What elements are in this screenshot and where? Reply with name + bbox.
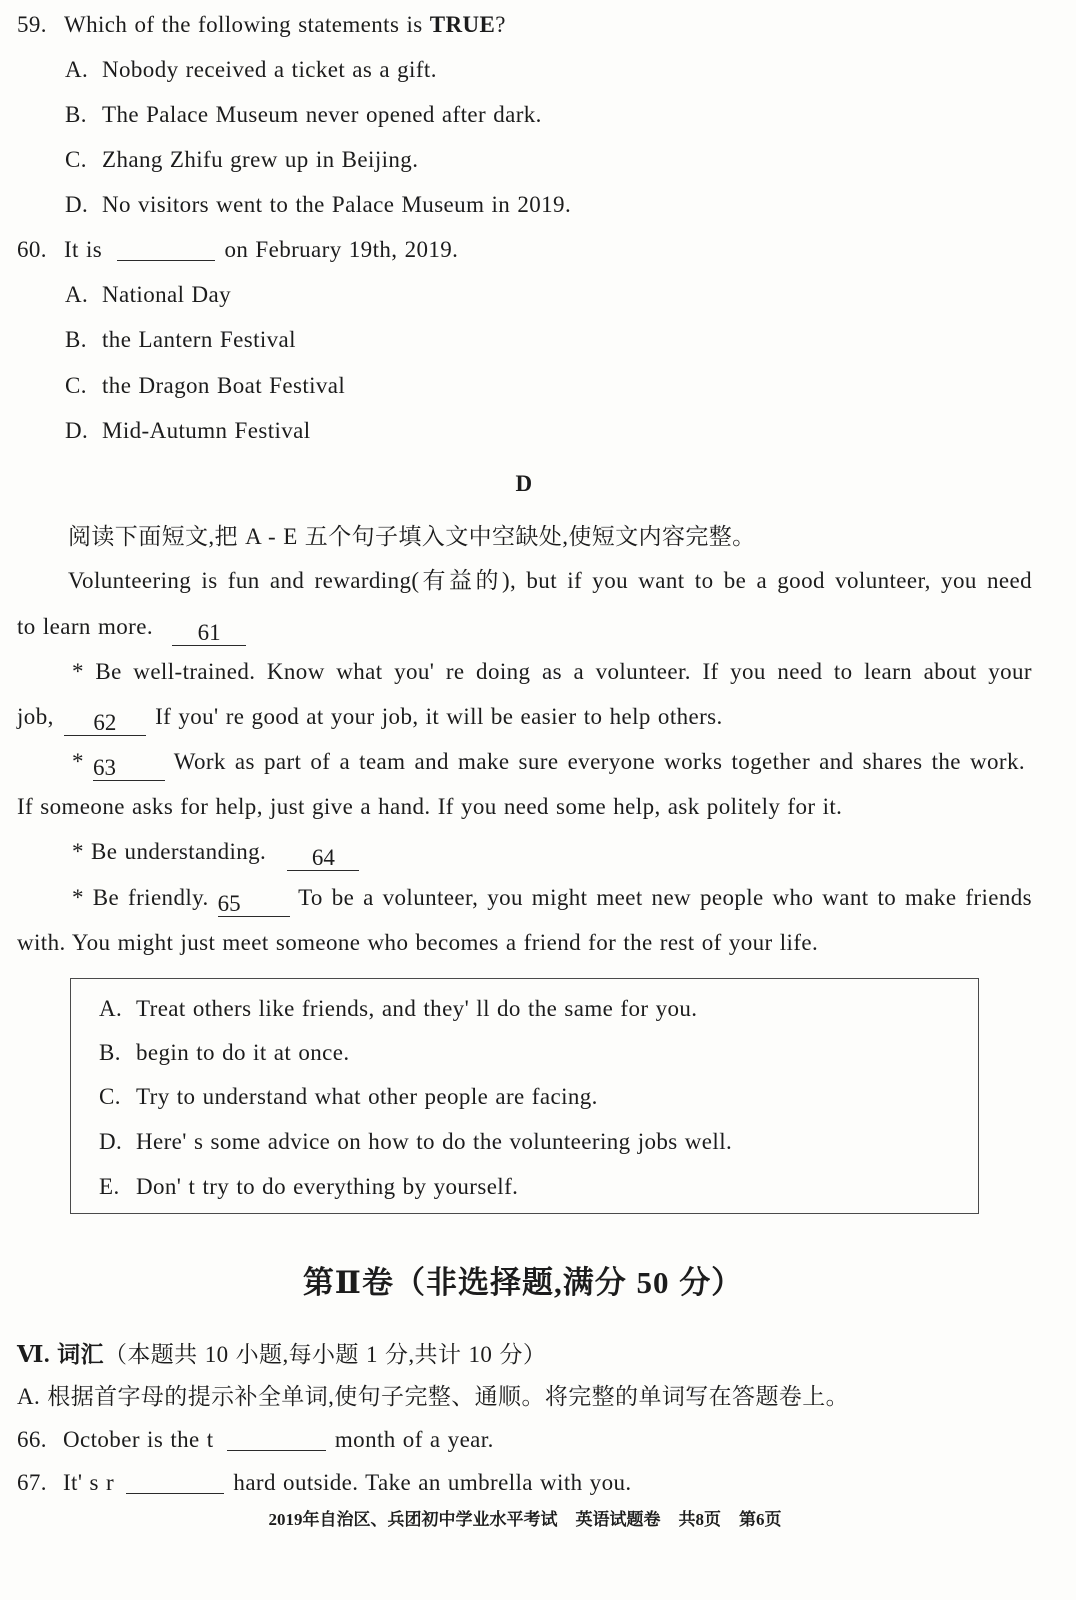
passage-text: If you' re good at your job, it will be easier to help others.	[155, 704, 723, 729]
passage-text: * Be friendly.	[72, 885, 209, 910]
option-text: the Lantern Festival	[102, 327, 296, 352]
passage-text: job,	[17, 704, 54, 729]
option-text: No visitors went to the Palace Museum in 2019.	[102, 192, 572, 217]
blank-62: 62	[64, 711, 146, 736]
question-number: 67.	[17, 1470, 47, 1495]
passage-text: to learn more.	[17, 614, 153, 639]
question-number: 59.	[17, 12, 47, 37]
section-note: （本题共 10 小题,每小题 1 分,共计 10 分）	[103, 1342, 547, 1367]
option-label: B.	[65, 327, 87, 352]
question-stem: Which of the following statements is	[64, 12, 423, 37]
option-label: A.	[65, 282, 89, 307]
passage-line	[68, 566, 1032, 596]
passage-line	[72, 747, 1025, 780]
choice-text: Here' s some advice on how to do the volunteering jobs well.	[136, 1129, 733, 1154]
option-label: D.	[65, 418, 89, 443]
question-67	[17, 1468, 632, 1498]
choices-box	[70, 978, 979, 1214]
option-label: B.	[65, 102, 87, 127]
question-stem-after: on February 19th, 2019.	[224, 237, 459, 262]
section-instruction: A. 根据首字母的提示补全单词,使句子完整、通顺。将完整的单词写在答题卷上。	[17, 1384, 850, 1409]
question-stem-before: It is	[64, 237, 103, 262]
footer-paper-name: 英语试题卷	[575, 1510, 661, 1529]
choice-e	[99, 1172, 518, 1202]
choice-b	[99, 1038, 350, 1068]
passage-text: If someone asks for help, just give a hand. If you need some help, ask politely for it.	[17, 794, 843, 819]
choice-d	[99, 1127, 732, 1157]
choice-text: Treat others like friends, and they' ll do the same for you.	[136, 996, 698, 1021]
choice-a	[99, 994, 697, 1024]
question-59-option-b	[65, 100, 542, 130]
footer-total-pages: 共8页	[678, 1510, 721, 1529]
option-label: A.	[65, 57, 89, 82]
choice-text: Try to understand what other people are facing.	[136, 1084, 598, 1109]
passage-line	[72, 657, 1032, 687]
question-60-option-d	[65, 416, 311, 446]
question-60-option-a	[65, 280, 231, 310]
choice-label: C.	[99, 1084, 121, 1109]
answer-blank	[117, 259, 215, 261]
part-heading: 第Ⅱ卷（非选择题,满分 50 分）	[302, 1265, 744, 1300]
passage-text: * Be well-trained. Know what you' re doing as a volunteer. If you need to learn about your	[72, 659, 1032, 684]
question-60-option-c	[65, 371, 345, 401]
question-60-option-b	[65, 325, 296, 355]
blank-63: 63	[93, 756, 165, 781]
option-label: C.	[65, 147, 87, 172]
section-title-label: Ⅵ. 词汇	[17, 1342, 104, 1367]
question-59	[17, 10, 506, 40]
answer-blank	[227, 1449, 326, 1451]
question-59-option-d	[65, 190, 571, 220]
question-59-option-a	[65, 55, 437, 85]
question-stem-after: month of a year.	[334, 1427, 494, 1452]
question-stem-before: October is the t	[63, 1427, 214, 1452]
answer-blank	[126, 1492, 224, 1494]
choice-label: D.	[99, 1129, 123, 1154]
passage-line	[17, 928, 818, 958]
option-text: Nobody received a ticket as a gift.	[102, 57, 437, 82]
choice-text: begin to do it at once.	[136, 1040, 350, 1065]
page-footer	[0, 1508, 1050, 1532]
passage-line	[72, 883, 1032, 916]
blank-65: 65	[218, 892, 290, 917]
footer-page-number: 第6页	[739, 1510, 782, 1529]
option-label: C.	[65, 373, 87, 398]
blank-64: 64	[287, 846, 359, 871]
passage-line	[72, 837, 359, 870]
choice-label: E.	[99, 1174, 120, 1199]
passage-line	[17, 612, 246, 645]
question-66	[17, 1425, 494, 1455]
section-title	[17, 1340, 546, 1370]
question-number: 66.	[17, 1427, 47, 1452]
option-text: Mid-Autumn Festival	[102, 418, 311, 443]
passage-text: Volunteering is fun and rewarding(有益的), but if you want to be a good volunteer, you need	[68, 568, 1032, 593]
option-text: The Palace Museum never opened after dark.	[102, 102, 542, 127]
question-stem-before: It' s r	[63, 1470, 115, 1495]
choice-label: B.	[99, 1040, 121, 1065]
question-60	[17, 235, 458, 265]
passage-text: To be a volunteer, you might meet new people who want to make friends	[298, 885, 1032, 910]
option-text: the Dragon Boat Festival	[102, 373, 346, 398]
option-text: National Day	[102, 282, 232, 307]
question-59-option-c	[65, 145, 418, 175]
section-heading: D	[515, 471, 533, 496]
question-stem-emphasis: TRUE	[429, 12, 496, 37]
choice-text: Don' t try to do everything by yourself.	[136, 1174, 519, 1199]
option-label: D.	[65, 192, 89, 217]
passage-line	[17, 702, 723, 735]
question-number: 60.	[17, 237, 47, 262]
question-stem-end: ?	[495, 12, 506, 37]
choice-c	[99, 1082, 598, 1112]
passage-text: Work as part of a team and make sure everyone works together and shares the work.	[173, 749, 1025, 774]
option-text: Zhang Zhifu grew up in Beijing.	[102, 147, 419, 172]
choice-label: A.	[99, 996, 123, 1021]
section-instruction: 阅读下面短文,把 A - E 五个句子填入文中空缺处,使短文内容完整。	[68, 524, 756, 549]
passage-text: with. You might just meet someone who becomes a friend for the rest of your life.	[17, 930, 819, 955]
footer-exam-name: 2019年自治区、兵团初中学业水平考试	[268, 1510, 558, 1529]
bullet-star: *	[72, 749, 84, 774]
passage-line	[17, 792, 842, 822]
blank-61: 61	[172, 621, 246, 646]
question-stem-after: hard outside. Take an umbrella with you.	[233, 1470, 632, 1495]
passage-text: * Be understanding.	[72, 839, 267, 864]
